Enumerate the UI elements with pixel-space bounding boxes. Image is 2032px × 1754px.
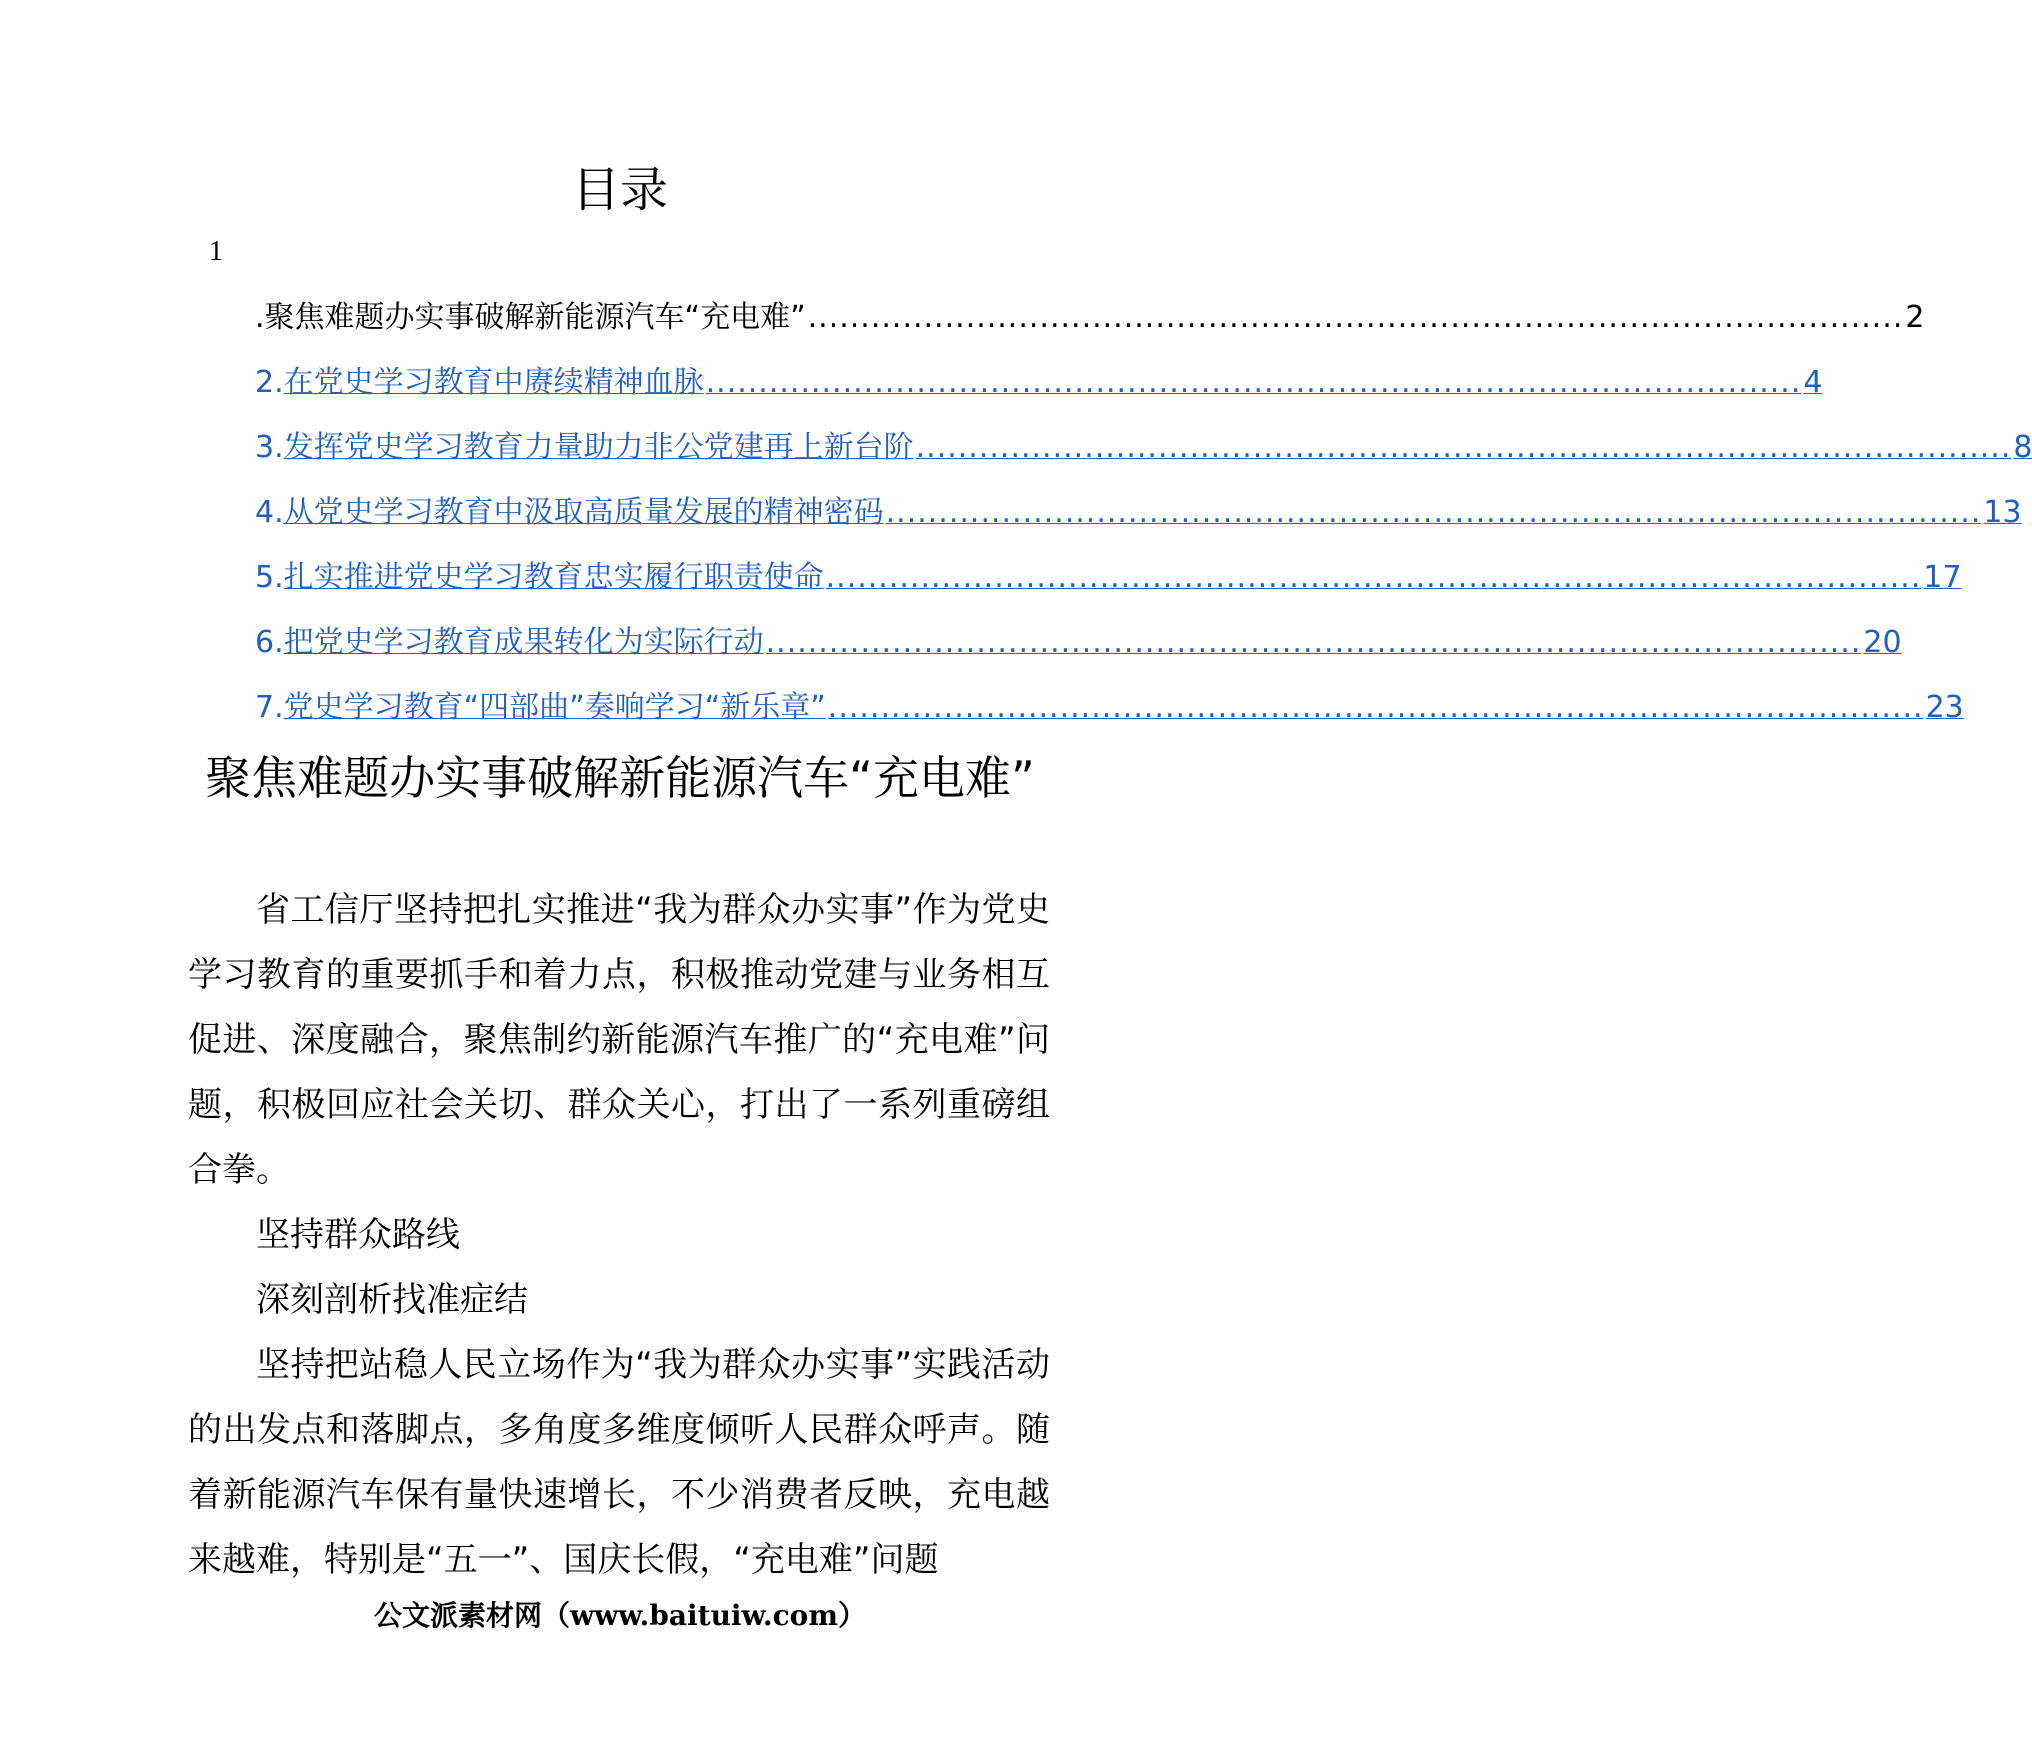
toc-entry-page: 4: [1803, 365, 1823, 400]
toc-entry-page: 8: [2013, 430, 2032, 465]
toc-entry-3[interactable]: [255, 426, 2032, 491]
article-body: [188, 878, 1050, 1593]
toc-leader-dots: ........................................................................................................: [765, 625, 1862, 660]
toc-entry-text: 把党史学习教育成果转化为实际行动: [283, 625, 764, 660]
toc-entry-text: .聚焦难题办实事破解新能源汽车“充电难”: [255, 300, 806, 335]
paragraph: 省工信厅坚持把扎实推进“我为群众办实事”作为党史学习教育的重要抓手和着力点，积极推动党建与业务相互促进、深度融合，聚焦制约新能源汽车推广的“充电难”问题，积极回应社会关切、群众关心，打出了一系列重磅组合拳。: [188, 890, 1050, 1190]
toc-entry-page: 20: [1863, 625, 1902, 660]
toc-entry-4[interactable]: [255, 491, 2022, 556]
toc-entry-5[interactable]: [255, 556, 1962, 621]
toc-entry-index: 6.: [255, 625, 284, 660]
toc-title: 目录: [571, 162, 668, 218]
toc-entry-page: 13: [1983, 495, 2022, 530]
subheading: 坚持群众路线: [256, 1215, 460, 1255]
toc-first-number: 1: [209, 236, 223, 267]
toc-entry-6[interactable]: [255, 621, 1902, 686]
subheading: 深刻剖析找准症结: [256, 1280, 528, 1320]
footer-watermark: 公文派素材网（www.baituiw.com）: [374, 1599, 866, 1632]
article-title: 聚焦难题办实事破解新能源汽车“充电难”: [205, 751, 1035, 805]
toc-entry-text: 在党史学习教育中赓续精神血脉: [283, 365, 704, 400]
toc-entry-text: 扎实推进党史学习教育忠实履行职责使命: [283, 560, 824, 595]
toc-leader-dots: ........................................................................................................: [705, 365, 1802, 400]
toc-leader-dots: ........................................................................................................: [915, 430, 2012, 465]
toc-entry-text: 党史学习教育“四部曲”奏响学习“新乐章”: [283, 690, 826, 725]
toc-entry-index: 2.: [255, 365, 284, 400]
toc-entry-text: 从党史学习教育中汲取高质量发展的精神密码: [283, 495, 884, 530]
toc-entry-2[interactable]: [255, 361, 1823, 426]
toc-entry-page: 2: [1905, 300, 1925, 335]
toc-entry-index: 5.: [255, 560, 284, 595]
toc-entry-text: 发挥党史学习教育力量助力非公党建再上新台阶: [283, 430, 914, 465]
toc-entry-page: 17: [1923, 560, 1962, 595]
toc-leader-dots: ........................................................................................................: [827, 690, 1924, 725]
toc-list: [255, 296, 2032, 751]
toc-entry-index: 4.: [255, 495, 284, 530]
toc-entry-1[interactable]: [255, 296, 1925, 361]
paragraph: 坚持把站稳人民立场作为“我为群众办实事”实践活动的出发点和落脚点，多角度多维度倾听人民群众呼声。随着新能源汽车保有量快速增长，不少消费者反映，充电越来越难，特别是“五一”、国庆长假，“充电难”问题: [188, 1345, 1050, 1580]
toc-leader-dots: ........................................................................................................: [807, 300, 1904, 335]
toc-entry-page: 23: [1925, 690, 1964, 725]
toc-entry-index: 3.: [255, 430, 284, 465]
toc-leader-dots: ........................................................................................................: [885, 495, 1982, 530]
toc-entry-index: 7.: [255, 690, 284, 725]
toc-leader-dots: ........................................................................................................: [825, 560, 1922, 595]
toc-entry-7[interactable]: [255, 686, 1964, 751]
